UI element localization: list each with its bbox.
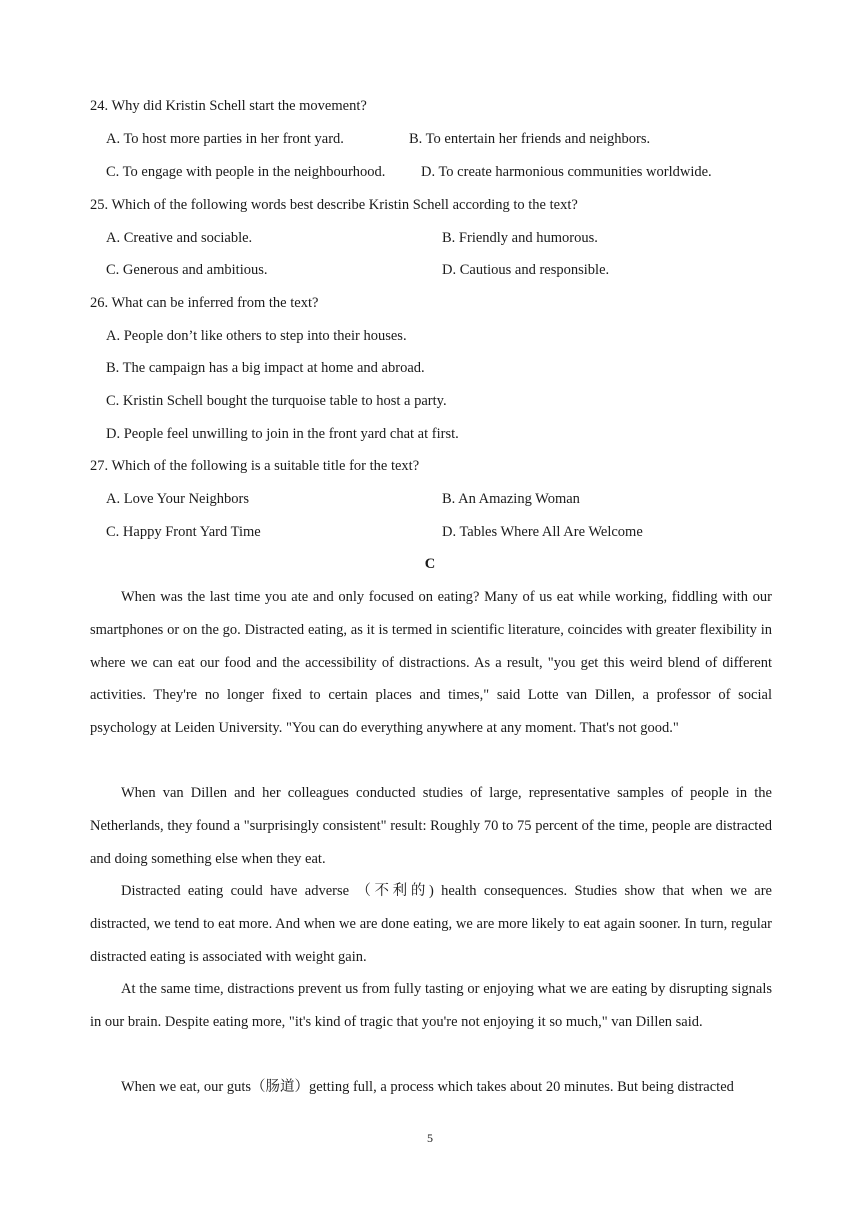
question-27-option-b: B. An Amazing Woman bbox=[442, 491, 580, 507]
question-24-option-a: A. To host more parties in her front yard. bbox=[106, 131, 344, 147]
question-25-option-d: D. Cautious and responsible. bbox=[442, 262, 610, 278]
question-25-stem: 25. Which of the following words best describe Kristin Schell according to the text? bbox=[90, 197, 578, 213]
question-26-option-d: D. People feel unwilling to join in the front yard chat at first. bbox=[106, 426, 459, 442]
question-27-stem: 27. Which of the following is a suitable title for the text? bbox=[90, 458, 420, 474]
section-c-paragraph-1: When was the last time you ate and only focused on eating? Many of us eat while working, fiddling with our smartphones or on the go. Distracted eating, as it is termed in scientific literature, coincides with greater flexibility in where we can eat our food and the accessibility of distractions. As a result, "you get this weird blend of different activities. They're no longer fixed to certain places and times," said Lotte van Dillen, a professor of social psychology at Leiden University. "You can do everything anywhere at any moment. That's not good." bbox=[90, 589, 772, 737]
question-24-stem: 24. Why did Kristin Schell start the movement? bbox=[90, 98, 367, 114]
question-25-option-b: B. Friendly and humorous. bbox=[442, 230, 598, 246]
section-c-paragraph-2: When van Dillen and her colleagues conducted studies of large, representative samples of people in the Netherlands, they found a "surprisingly consistent" result: Roughly 70 to 75 percent of the time, people are distracted and doing something else when they eat. bbox=[90, 785, 772, 867]
section-c-paragraph-3: Distracted eating could have adverse （不利的) health consequences. Studies show that when we are distracted, we tend to eat more. And when we are done eating, we are more likely to eat again sooner. In turn, regular distracted eating is associated with weight gain. bbox=[90, 883, 772, 965]
question-26-option-b: B. The campaign has a big impact at home and abroad. bbox=[106, 360, 425, 376]
question-27-option-d: D. Tables Where All Are Welcome bbox=[442, 524, 643, 540]
question-24-option-b: B. To entertain her friends and neighbors. bbox=[409, 131, 651, 147]
page-number: 5 bbox=[427, 1131, 433, 1145]
question-27-option-a: A. Love Your Neighbors bbox=[106, 491, 249, 507]
question-25-option-c: C. Generous and ambitious. bbox=[106, 262, 268, 278]
question-26-stem: 26. What can be inferred from the text? bbox=[90, 295, 319, 311]
question-25-option-a: A. Creative and sociable. bbox=[106, 230, 253, 246]
question-24-option-d: D. To create harmonious communities worldwide. bbox=[421, 164, 712, 180]
section-c-heading: C bbox=[424, 556, 436, 572]
question-27-option-c: C. Happy Front Yard Time bbox=[106, 524, 261, 540]
section-c-paragraph-5: When we eat, our guts（肠道）getting full, a process which takes about 20 minutes. But being distracted bbox=[121, 1079, 734, 1095]
question-26-option-c: C. Kristin Schell bought the turquoise table to host a party. bbox=[106, 393, 447, 409]
question-26-option-a: A. People don’t like others to step into their houses. bbox=[106, 328, 407, 344]
section-c-paragraph-4: At the same time, distractions prevent us from fully tasting or enjoying what we are eating by disrupting signals in our brain. Despite eating more, "it's kind of tragic that you're not enjoying it so much," van Dillen said. bbox=[90, 981, 772, 1030]
question-24-option-c: C. To engage with people in the neighbourhood. bbox=[106, 164, 386, 180]
